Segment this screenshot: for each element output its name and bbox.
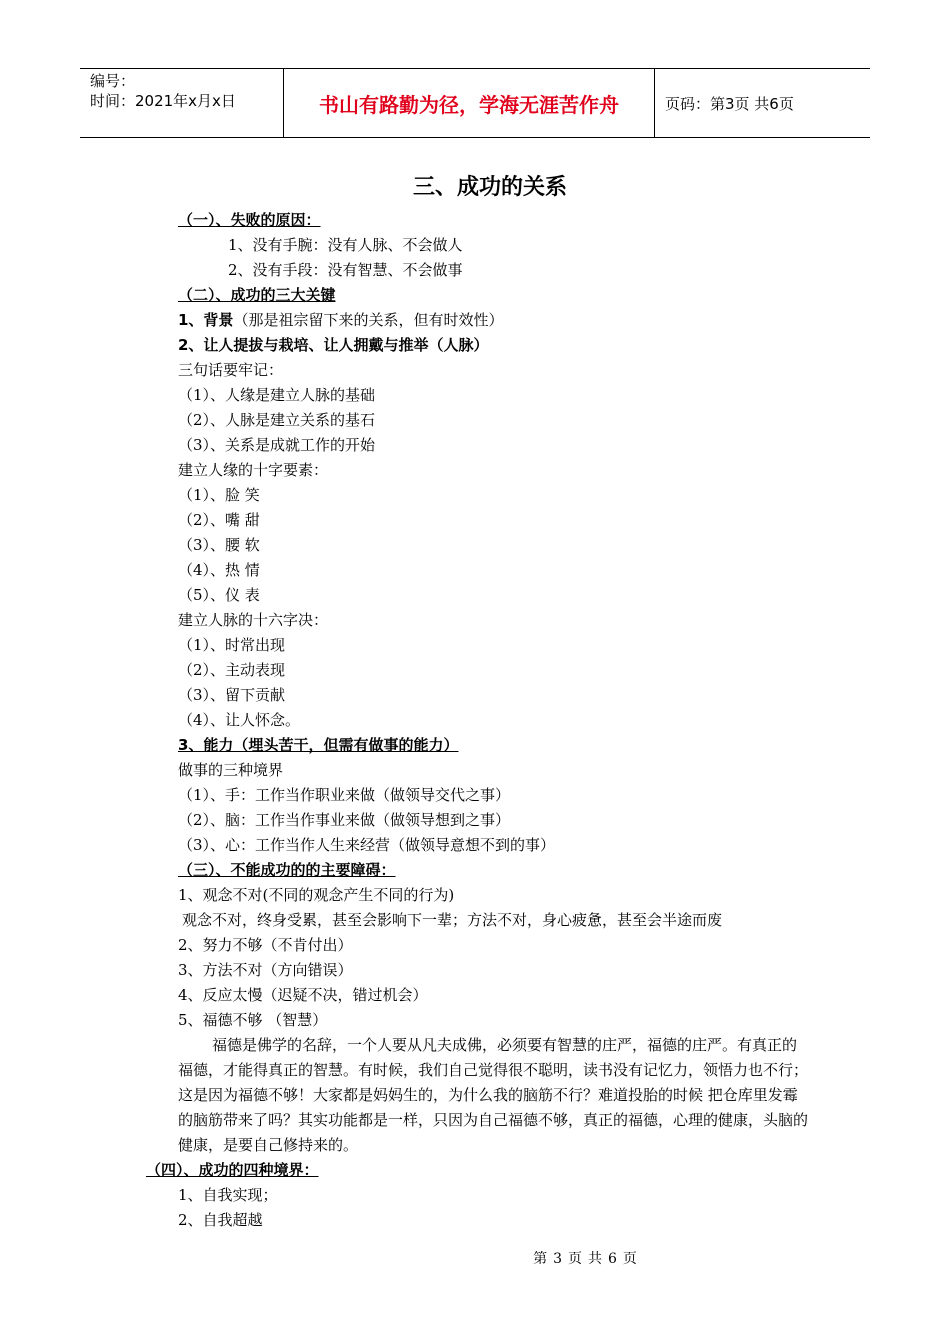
- footer-gong: 共: [588, 1251, 602, 1267]
- list-item: （2）、人脉是建立关系的基石: [178, 411, 376, 429]
- list-item: （3）、留下贡献: [178, 686, 286, 704]
- section-heading-2: （二）、成功的三大关键: [178, 286, 336, 304]
- list-item: （4）、热 情: [178, 561, 260, 579]
- list-item: （2）、主动表现: [178, 661, 286, 679]
- list-item: （1）、手：工作当作职业来做（做领导交代之事）: [178, 786, 511, 804]
- page-footer: [0, 1248, 950, 1268]
- footer-page-number: 3: [553, 1251, 562, 1267]
- list-item: （1）、人缘是建立人脉的基础: [178, 386, 376, 404]
- footer-ye: 页: [622, 1251, 637, 1267]
- key-item-1-label: 1、背景: [178, 311, 234, 329]
- section-heading-4: （四）、成功的四种境界：: [146, 1161, 319, 1179]
- list-item: （3）、腰 软: [178, 536, 260, 554]
- list-item: 2、没有手段：没有智慧、不会做事: [228, 261, 463, 279]
- section-heading-3: （三）、不能成功的的主要障碍：: [178, 861, 396, 879]
- text-line: 观念不对，终身受累，甚至会影响下一辈；方法不对，身心疲惫，甚至会半途而废: [182, 911, 723, 929]
- text-line: 做事的三种境界: [178, 761, 284, 779]
- footer-total-pages: 6: [608, 1251, 617, 1267]
- list-item: （3）、心：工作当作人生来经营（做领导意想不到的事）: [178, 836, 556, 854]
- list-item: （4）、让人怀念。: [178, 711, 301, 729]
- time-label: 时间：2021年x月x日: [90, 92, 236, 110]
- list-item: 5、福德不够 （智慧）: [178, 1011, 328, 1029]
- header-page-info: 页码：第3页 共6页: [665, 94, 794, 113]
- page-title: 三、成功的关系: [412, 175, 567, 200]
- key-item-1-text: （那是祖宗留下来的关系，但有时效性）: [233, 311, 504, 329]
- document-body: [146, 208, 818, 1233]
- list-item: 2、自我超越: [178, 1211, 263, 1229]
- header-motto: 书山有路勤为径，学海无涯苦作舟: [283, 69, 655, 137]
- text-line: 建立人缘的十字要素：: [178, 461, 329, 479]
- key-item-1: [178, 308, 818, 333]
- list-item: 1、观念不对(不同的观念产生不同的行为): [178, 886, 455, 904]
- text-line: 三句话要牢记：: [178, 361, 284, 379]
- number-label: 编号：: [90, 72, 136, 90]
- key-item-3: 3、能力（埋头苦干，但需有做事的能力）: [178, 736, 459, 754]
- header-left-cell: [80, 69, 283, 137]
- list-item: （5）、仪 表: [178, 586, 260, 604]
- text-line: 建立人脉的十六字决：: [178, 611, 329, 629]
- section-heading-1: （一）、失败的原因：: [178, 211, 321, 229]
- footer-di: 第: [533, 1251, 548, 1267]
- list-item: （3）、关系是成就工作的开始: [178, 436, 376, 454]
- list-item: （1）、脸 笑: [178, 486, 260, 504]
- list-item: （2）、脑：工作当作事业来做（做领导想到之事）: [178, 811, 511, 829]
- list-item: 2、努力不够（不肯付出）: [178, 936, 353, 954]
- list-item: （1）、时常出现: [178, 636, 286, 654]
- list-item: 3、方法不对（方向错误）: [178, 961, 353, 979]
- list-item: 4、反应太慢（迟疑不决，错过机会）: [178, 986, 428, 1004]
- header-table: [80, 68, 870, 138]
- footer-ye: 页: [568, 1251, 582, 1267]
- list-item: 1、没有手腕：没有人脉、不会做人: [228, 236, 463, 254]
- paragraph: 福德是佛学的名辞，一个人要从凡夫成佛，必须要有智慧的庄严，福德的庄严。有真正的福德，才能得真正的智慧。有时候，我们自己觉得很不聪明，读书没有记忆力，领悟力也不行；这是因为福德不够！大家都是妈妈生的，为什么我的脑筋不行？难道投胎的时候 把仓库里发霉的脑筋带来了吗？其实功能都是一样，只因为自己福德不够，真正的福德，心理的健康，头脑的健康，是要自己修持来的。: [178, 1036, 809, 1154]
- key-item-2: 2、让人提拔与栽培、让人拥戴与推举（人脉）: [178, 336, 489, 354]
- list-item: （2）、嘴 甜: [178, 511, 260, 529]
- list-item: 1、自我实现；: [178, 1186, 278, 1204]
